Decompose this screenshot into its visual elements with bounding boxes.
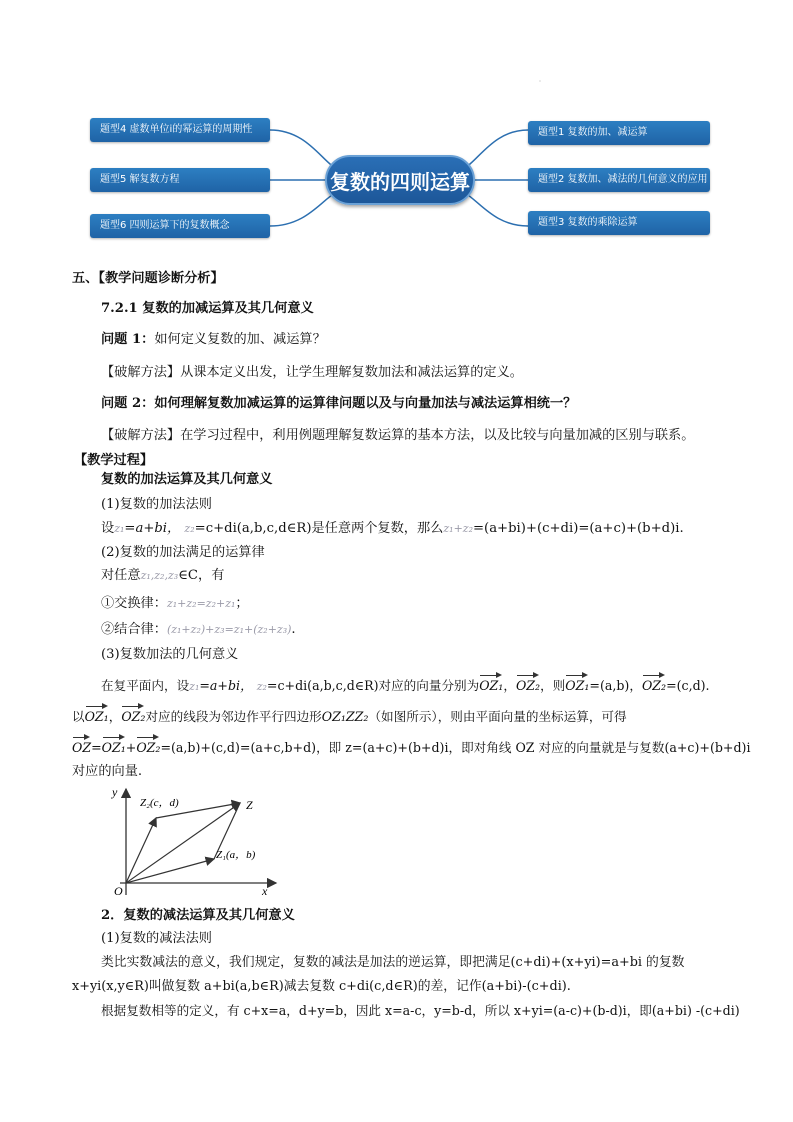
solution-2-label: 【破解方法】 — [101, 428, 181, 443]
teaching-process-subtitle: 复数的加法运算及其几何意义 — [101, 472, 273, 487]
teaching-process-title: 【教学过程】 — [74, 453, 154, 468]
laws-heading: (2)复数的加法满足的运算律 — [101, 545, 265, 560]
solution-2 — [101, 426, 694, 446]
subtraction-line-2: x+yi(x,y∈R)叫做复数 a+bi(a,b∈R)减去复数 c+di(c,d∈R)的差，记作(a+bi)-(c+di). — [72, 979, 571, 994]
page-dot: ˙ — [538, 80, 542, 89]
vector-oz: OZ — [72, 735, 91, 758]
vector-oz2: OZ₂ — [136, 735, 160, 758]
subtraction-line-3: 根据复数相等的定义，有 c+x=a，d+y=b，因此 x=a-c，y=b-d，所以 x+yi=(a-c)+(b-d)i，即(a+bi) -(c+di) — [101, 1003, 740, 1018]
vector-oz2: OZ₂ — [121, 704, 145, 727]
section-5-title: 五、【教学问题诊断分析】 — [72, 271, 224, 286]
point-z-label: Z — [246, 798, 253, 812]
mindmap-node-type6: 题型6 四则运算下的复数概念 — [90, 214, 270, 238]
vector-oz1: OZ₁ — [102, 735, 126, 758]
solution-1 — [101, 363, 523, 383]
vector-oz2: OZ₂ — [516, 673, 540, 696]
solution-1-text: 从课本定义出发，让学生理解复数加法和减法运算的定义。 — [180, 365, 523, 380]
geometry-line-4: 对应的向量. — [72, 764, 143, 779]
question-1 — [101, 330, 326, 350]
y-axis-label: y — [112, 785, 118, 799]
laws-intro: 对任意z₁,z₂,z₃∈C，有 — [101, 568, 225, 583]
addition-rule-text: 设z₁=a+bi， z₂=c+di(a,b,c,d∈R)是任意两个复数，那么z₁+z₂=(a+bi)+(c+di)=(a+c)+(b+d)i. — [101, 521, 684, 536]
mind-map — [90, 118, 712, 242]
section-2-title: 2．复数的减法运算及其几何意义 — [101, 908, 295, 923]
vector-oz-arrow — [126, 803, 240, 883]
x-axis-label: x — [262, 884, 268, 898]
solution-2-text: 在学习过程中，利用例题理解复数运算的基本方法，以及比较与向量加减的区别与联系。 — [180, 428, 695, 443]
mindmap-node-type3: 题型3 复数的乘除运算 — [528, 211, 710, 235]
origin-label: O — [114, 884, 123, 898]
question-2: 问题 2：如何理解复数加减运算的运算律问题以及与向量加法与减法运算相统一？ — [101, 396, 577, 411]
subsection-721-title: 7.2.1 复数的加减运算及其几何意义 — [101, 301, 314, 316]
mindmap-center: 复数的四则运算 — [325, 155, 475, 205]
geometry-line-3: OZ=OZ₁+OZ₂=(a,b)+(c,d)=(a+c,b+d)，即 z=(a+c)+(b+d)i，即对角线 OZ 对应的向量就是与复数(a+c)+(b+d)i — [72, 735, 750, 758]
vector-oz1-arrow — [126, 859, 214, 883]
subtraction-line-1: 类比实数减法的意义，我们规定，复数的减法是加法的逆运算，即把满足(c+di)+(x+yi)=a+bi 的复数 — [101, 955, 685, 970]
point-z1-label: Z₁(a，b) — [216, 849, 256, 861]
subtraction-rule-heading: (1)复数的减法法则 — [101, 931, 212, 946]
vector-oz1: OZ₁ — [479, 673, 503, 696]
vector-oz2: OZ₂ — [642, 673, 666, 696]
associative-law: ②结合律：(z₁+z₂)+z₃=z₁+(z₂+z₃). — [101, 622, 296, 637]
parallelogram-figure — [100, 783, 290, 898]
mindmap-node-type2: 题型2 复数加、减法的几何意义的应用 — [528, 168, 710, 192]
vector-oz1: OZ₁ — [85, 704, 109, 727]
addition-rule-heading: (1)复数的加法法则 — [101, 497, 212, 512]
solution-1-label: 【破解方法】 — [101, 365, 181, 380]
geometry-line-2: 以OZ₁，OZ₂对应的线段为邻边作平行四边形OZ₁ZZ₂（如图所示），则由平面向量的坐标运算，可得 — [72, 704, 627, 727]
geometry-line-1: 在复平面内，设z₁=a+bi， z₂=c+di(a,b,c,d∈R)对应的向量分别为OZ₁，OZ₂，则OZ₁=(a,b)，OZ₂=(c,d). — [101, 673, 710, 697]
geometry-heading: (3)复数加法的几何意义 — [101, 647, 239, 662]
question-1-label: 问题 1： — [101, 332, 155, 347]
mindmap-node-type5: 题型5 解复数方程 — [90, 168, 270, 192]
mindmap-node-type1: 题型1 复数的加、减运算 — [528, 121, 710, 145]
point-z2-label: Z₂(c，d) — [140, 797, 179, 809]
mindmap-node-type4: 题型4 虚数单位i的幂运算的周期性 — [90, 118, 270, 142]
commutative-law: ①交换律：z₁+z₂=z₂+z₁； — [101, 596, 249, 611]
question-1-text: 如何定义复数的加、减运算？ — [154, 332, 326, 347]
vector-oz2-arrow — [126, 818, 156, 883]
vector-oz1: OZ₁ — [565, 673, 589, 696]
